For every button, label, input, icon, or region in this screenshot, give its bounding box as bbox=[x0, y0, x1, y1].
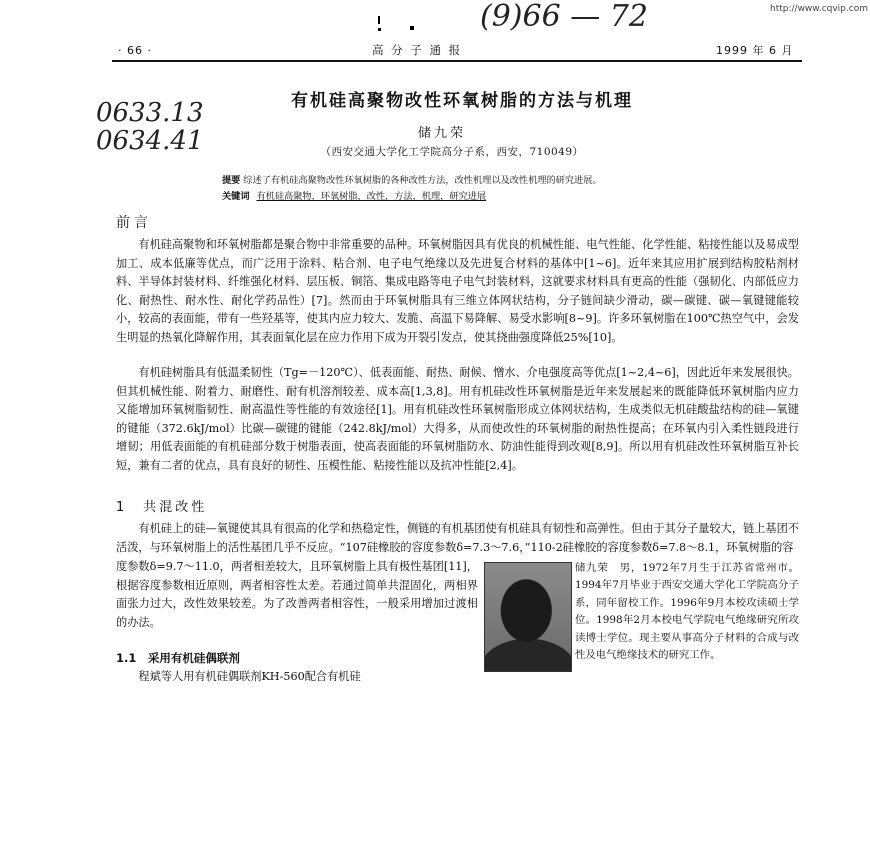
author-affiliation: （西安交通大学化工学院高分子系，西安，710049） bbox=[320, 146, 584, 158]
page-number: · 66 · bbox=[118, 44, 152, 57]
issue-date: 1999 年 6 月 bbox=[716, 44, 794, 57]
subsection-1-1-heading: 1.1 采用有机硅偶联剂 bbox=[116, 651, 240, 665]
source-url: http://www.cqvip.com bbox=[770, 4, 868, 14]
scan-mark bbox=[410, 26, 414, 30]
scan-mark bbox=[378, 28, 381, 31]
keywords-text: 有机硅高聚物，环氧树脂，改性，方法，机理，研究进展 bbox=[256, 191, 487, 202]
author-bio-top bbox=[575, 560, 799, 664]
scan-mark bbox=[378, 16, 380, 24]
author-photo bbox=[484, 562, 572, 672]
subsection-1-1-paragraph: 程斌等人用有机硅偶联剂KH-560配合有机硅 bbox=[138, 670, 361, 683]
section-1-paragraph-continued: 度参数δ=9.7～11.0，两者相差较大，且环氧树脂上具有极性基团[11]，根据容度参数相近原则，两者相容性太差。若通过简单共混固化，两相界面张力过大，改性效果较差。为了改善两者相容性，一般采用增加过渡相的办法。 bbox=[116, 560, 478, 629]
handwritten-code-1: 0633.13 bbox=[96, 98, 204, 128]
author-bio-text: 储九荣 男，1972年7月生于江苏省常州市。1994年7月毕业于西安交通大学化工学院高分子系，同年留校工作。1996年9月本校攻读硕士学位。1998年2月本校电气学院电气绝缘研究所攻读博士学位。现主要从事高分子材料的合成与改性及电气绝缘技术的研究工作。 bbox=[575, 562, 799, 662]
journal-name: 高 分 子 通 报 bbox=[372, 43, 463, 57]
abstract-label: 提要 bbox=[222, 175, 241, 186]
paragraph-preface-2: 有机硅树脂具有低温柔韧性（Tg=－120℃）、低表面能、耐热、耐候、憎水、介电强度高等优点[1~2,4~6]，因此近年来发展很快。但其机械性能、附着力、耐磨性、耐有机溶剂较差、成本高[1,3,8]。用有机硅改性环氧树脂是近年来发展起来的既能降低环氧树脂内应力又能增加环氧树脂韧性、耐高温性等性能的有效途径[1]。用有机硅改性环氧树脂形成立体网状结构，生成类似无机硅酸盐结构的硅—氧键的键能（372.6kJ/mol）比碳—碳键的键能（242.8kJ/mol）大得多，从而使改性的环氧树脂的耐热性提高；在环氧内引入柔性链段进行增韧；用低表面能的有机硅部分数于树脂表面，使高表面能的环氧树脂防水、防油性能得到改观[8,9]。所以用有机硅改性环氧树脂互补长短，兼有二者的优点，具有良好的韧性、压模性能、粘接性能以及抗冲性能[2,4]。 bbox=[116, 366, 799, 472]
paragraph-preface-1: 有机硅高聚物和环氧树脂都是聚合物中非常重要的品种。环氧树脂因具有优良的机械性能、电气性能、化学性能、粘接性能以及易成型加工、成本低廉等优点，而广泛用于涂料、粘合剂、电子电气绝缘以及先进复合材料的基体中[1~6]。近年来其应用扩展到结构胶粘剂材料、半导体封装材料、纤维强化材料、层压板、铜箔、集成电路等电子电气封装材料，这就要求材料具有更高的性能（强韧化、内部低应力化、耐热性、耐水性、耐化学药品性）[7]。然而由于环氧树脂具有三维立体网状结构，分子链间缺少滑动，碳—碳键、碳—氧键键能较小，较高的表面能，带有一些羟基等，使其内应力较大、发脆、高温下易降解、易受水影响[8~9]。许多环氧树脂在100℃热空气中，会发生明显的热氧化降解作用，其表面氧化层在应力作用下成为开裂引发点，使其挠曲强度降低25%[10]。 bbox=[116, 238, 799, 344]
handwritten-page-range: (9)66 — 72 bbox=[480, 0, 648, 34]
handwritten-code-2: 0634.41 bbox=[96, 126, 204, 156]
section-1-paragraph-text: 有机硅上的硅—氧键使其具有很高的化学和热稳定性，侧链的有机基团使有机硅具有韧性和高弹性。但由于其分子量较大，链上基团不活泼，与环氧树脂上的活性基团几乎不反应。“107硅橡胶的容度参数δ=7.3～7.6，”110-2硅橡胶的容度参数δ=7.8～8.1，环氧树脂的容 bbox=[116, 522, 799, 554]
section-1-paragraph-wrap bbox=[116, 558, 478, 654]
section-1-heading: 1 共混改性 bbox=[116, 500, 208, 515]
abstract bbox=[222, 172, 742, 186]
section-1-paragraph-top bbox=[116, 520, 799, 558]
preface-heading: 前言 bbox=[116, 215, 152, 231]
author-name: 储九荣 bbox=[417, 126, 466, 141]
header-rule bbox=[112, 60, 802, 62]
abstract-text: 综述了有机硅高聚物改性环氧树脂的各种改性方法，改性机理以及改性机理的研究进展。 bbox=[243, 175, 602, 186]
keywords-label: 关键词 bbox=[222, 191, 250, 202]
keywords bbox=[222, 188, 742, 202]
article-title: 有机硅高聚物改性环氧树脂的方法与机理 bbox=[291, 91, 633, 111]
